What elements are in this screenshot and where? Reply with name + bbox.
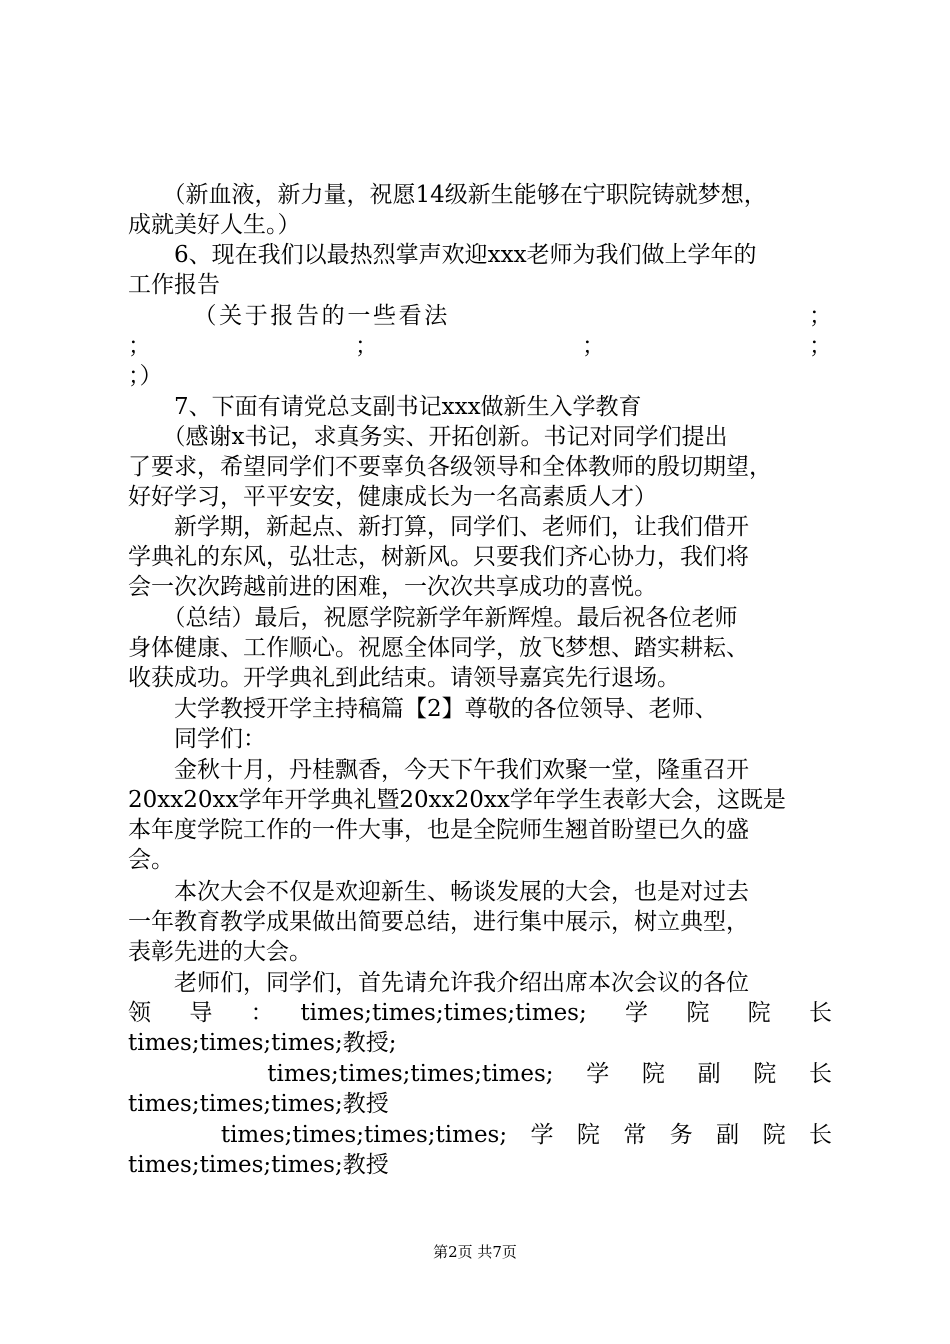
text-line: 20xx20xx学年开学典礼暨20xx20xx学年学生表彰大会，这既是	[128, 787, 786, 813]
text-line: 好好学习，平平安安，健康成长为一名高素质人才）	[128, 484, 657, 510]
text-line: 同学们：	[128, 726, 266, 752]
text-line: 新学期，新起点、新打算，同学们、老师们，让我们借开	[128, 514, 749, 540]
text-line: 本次大会不仅是欢迎新生、畅谈发展的大会，也是对过去	[128, 879, 749, 905]
text-line: 6、现在我们以最热烈掌声欢迎xxx老师为我们做上学年的	[128, 242, 757, 268]
text-line: ；）	[128, 363, 163, 389]
text-line: 一年教育教学成果做出简要总结，进行集中展示，树立典型，	[128, 909, 749, 935]
text-line: ； ； ； ；	[128, 333, 832, 359]
text-line: 领 导 ： times;times;times;times; 学 院 院 长	[128, 1000, 832, 1026]
text-line: 老师们，同学们，首先请允许我介绍出席本次会议的各位	[128, 970, 749, 996]
text-line: 大学教授开学主持稿篇【2】尊敬的各位领导、老师、	[128, 696, 718, 722]
text-line: （总结）最后，祝愿学院新学年新辉煌。最后祝各位老师	[128, 605, 738, 631]
text-line: 本年度学院工作的一件大事，也是全院师生翘首盼望已久的盛	[128, 817, 749, 843]
text-line: （新血液，新力量，祝愿14级新生能够在宁职院铸就梦想，	[128, 182, 767, 208]
text-line: 会一次次跨越前进的困难，一次次共享成功的喜悦。	[128, 574, 657, 600]
text-line: （感谢x书记，求真务实、开拓创新。书记对同学们提出	[128, 424, 728, 450]
text-line: 收获成功。开学典礼到此结束。请领导嘉宾先行退场。	[128, 665, 680, 691]
text-line: 了要求，希望同学们不要辜负各级领导和全体教师的殷切期望，	[128, 454, 772, 480]
text-line: times;times;times;教授	[128, 1152, 389, 1178]
text-line: 身体健康、工作顺心。祝愿全体同学，放飞梦想、踏实耕耘、	[128, 635, 749, 661]
text-line: times;times;times;教授	[128, 1091, 389, 1117]
page-number-footer: 第2页 共7页	[433, 1243, 517, 1261]
text-line: 工作报告	[128, 272, 220, 298]
text-line: times;times;times;times; 学 院 常 务 副 院 长	[128, 1122, 832, 1148]
text-line: 会。	[128, 847, 174, 873]
text-line: 7、下面有请党总支副书记xxx做新生入学教育	[128, 394, 642, 420]
text-line: 表彰先进的大会。	[128, 939, 312, 965]
text-line: 金秋十月，丹桂飘香，今天下午我们欢聚一堂，隆重召开	[128, 757, 749, 783]
text-line: 学典礼的东风，弘壮志，树新风。只要我们齐心协力，我们将	[128, 544, 749, 570]
text-line: times;times;times;times; 学 院 副 院 长	[128, 1061, 832, 1087]
text-line: 成就美好人生。）	[128, 212, 301, 238]
text-line: times;times;times;教授;	[128, 1030, 397, 1056]
text-line: （关于报告的一些看法 ；	[128, 303, 832, 329]
